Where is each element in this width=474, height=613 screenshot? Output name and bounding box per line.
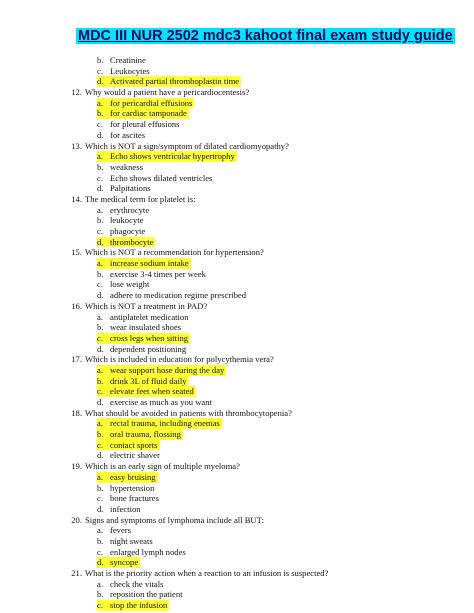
answer-text: weakness [110,161,143,172]
answer-line-highlighted [0,386,474,397]
answer-line-highlighted [0,472,474,483]
answer-line [0,55,474,66]
answer-text: contact sports [110,439,158,450]
question-line [0,461,474,472]
answer-letter: c. [97,546,103,557]
answer-letter: b. [97,322,104,333]
answer-letter: b. [97,268,104,279]
answer-letter: c. [97,333,110,344]
answer-line [0,119,474,130]
answer-text: hypertension [110,482,155,493]
answer-line [0,483,474,494]
answer-text: oral trauma, flossing [110,429,181,440]
question-line [0,354,474,365]
answer-text: for pericardial effusions [110,97,193,108]
answer-text: Activated partial thromboplastin time [110,76,240,87]
question-text: What is the priority action when a reaction to an infusion is suspected? [85,568,329,578]
question-line [0,141,474,152]
answer-line [0,226,474,237]
question-number: 15. [71,247,82,258]
answer-text: dependent positioning [110,343,187,354]
answer-line [0,279,474,290]
question-text: Why would a patient have a pericardiocentesis? [85,87,250,98]
question-line [0,87,474,98]
answer-text: antiplatelet medication [110,311,189,322]
answer-letter: c. [97,440,110,451]
question-number: 14. [71,193,82,204]
question-text: Which is NOT a recommendation for hypertension? [85,247,264,258]
answer-text: elevate feet when seated [110,386,194,397]
answer-letter: d. [97,557,110,568]
answer-text: thrombocyte [110,236,154,247]
answer-letter: b. [97,589,104,600]
answer-letter: d. [97,76,110,87]
answer-letter: b. [97,376,110,387]
answer-letter: b. [97,535,104,546]
answer-line [0,397,474,408]
question-text: Which is included in education for polycythemia vera? [85,354,274,365]
question-number: 20. [71,514,82,525]
answer-line-highlighted [0,108,474,119]
answer-line-highlighted [0,418,474,429]
answer-text: drink 3L of fluid daily [110,375,187,386]
answer-line [0,525,474,536]
answer-text: enlarged lymph nodes [110,546,186,557]
answer-letter: a. [97,418,110,429]
answer-line-highlighted [0,98,474,109]
question-number: 17. [71,354,82,365]
answer-line-highlighted [0,376,474,387]
answer-text: increase sodium intake [110,258,189,269]
answer-text: cross legs when sitting [110,332,189,343]
answer-letter: d. [97,450,104,461]
answer-line-highlighted [0,557,474,568]
answer-text: erythrocyte [110,204,150,215]
answer-text: electric shaver [110,450,160,461]
answer-letter: b. [97,108,110,119]
question-number: 12. [71,87,82,98]
question-number: 13. [71,140,82,151]
question-list [0,55,474,611]
answer-text: reposition the patient [110,589,183,600]
answer-letter: b. [97,482,104,493]
answer-line [0,173,474,184]
answer-letter: a. [97,472,110,483]
answer-letter: a. [97,151,110,162]
answer-line [0,290,474,301]
answer-letter: c. [97,119,103,130]
answer-letter: c. [97,279,103,290]
answer-line-highlighted [0,600,474,611]
answer-text: leukocyte [110,215,144,226]
question-number: 16. [71,300,82,311]
answer-line [0,269,474,280]
answer-line-highlighted [0,237,474,248]
answer-letter: d. [97,397,104,407]
answer-letter: c. [97,65,103,76]
answer-line-highlighted [0,365,474,376]
answer-letter: a. [97,258,110,269]
question-line [0,247,474,258]
answer-letter: a. [97,311,103,322]
answer-line [0,162,474,173]
answer-line [0,579,474,590]
answer-text: Creatinine [110,55,146,65]
answer-text: wear support hose during the day [110,364,225,375]
answer-line [0,344,474,355]
answer-letter: d. [97,237,110,248]
answer-line-highlighted [0,429,474,440]
answer-text: bone fractures [110,493,159,504]
answer-line [0,589,474,600]
answer-letter: c. [97,386,110,397]
answer-letter: d. [97,343,104,354]
answer-text: Leukocytes [110,65,150,76]
answer-text: for ascites [110,129,146,140]
answer-line [0,66,474,77]
answer-line [0,205,474,216]
answer-letter: b. [97,55,104,65]
answer-line-highlighted [0,333,474,344]
answer-letter: c. [97,172,103,183]
question-text: Which is an early sign of multiple myeloma? [85,461,240,472]
answer-letter: a. [97,204,103,215]
answer-text: phagocyte [110,226,146,236]
answer-line [0,312,474,323]
answer-line [0,322,474,333]
answer-text: night sweats [110,535,153,546]
answer-letter: c. [97,600,110,611]
answer-text: lose weight [110,279,150,290]
answer-letter: a. [97,365,110,376]
answer-text: exercise as much as you want [110,397,212,407]
question-number: 19. [71,461,82,472]
answer-letter: c. [97,493,103,504]
answer-letter: a. [97,98,110,109]
answer-text: Echo shows ventricular hypertrophy [110,151,235,162]
answer-letter: d. [97,503,104,514]
answer-letter: a. [97,578,103,589]
answer-line [0,130,474,141]
question-text: Signs and symptoms of lymphoma include all BUT: [85,514,264,525]
answer-line-highlighted [0,440,474,451]
document-title [76,27,453,45]
answer-letter: c. [97,226,103,236]
question-text: The medical term for platelet is: [85,193,196,204]
answer-line-highlighted [0,76,474,87]
question-line [0,515,474,526]
answer-text: wear insulated shoes [110,322,182,333]
question-line [0,568,474,579]
answer-letter: a. [97,525,103,536]
answer-text: fevers [110,525,131,536]
answer-line [0,536,474,547]
question-number: 21. [71,568,82,578]
answer-line [0,450,474,461]
answer-letter: b. [97,161,104,172]
answer-text: for pleural effusions [110,119,180,130]
answer-text: check the vitals [110,578,164,589]
question-number: 18. [71,407,82,418]
answer-line [0,504,474,515]
question-text: What should be avoided in patients with thrombocytopenia? [85,407,292,418]
answer-text: infection [110,503,141,514]
answer-text: syncope [110,557,139,568]
answer-line-highlighted [0,151,474,162]
answer-letter: d. [97,290,104,301]
answer-text: adhere to medication regime prescribed [110,290,247,301]
answer-letter: d. [97,129,104,140]
answer-text: exercise 3-4 times per week [110,268,206,279]
question-line [0,301,474,312]
answer-text: easy bruising [110,471,156,482]
answer-line [0,215,474,226]
answer-text: stop the infusion [110,600,168,611]
answer-text: Palpitations [110,183,151,194]
answer-letter: b. [97,215,104,226]
answer-letter: b. [97,429,110,440]
answer-line-highlighted [0,258,474,269]
answer-line [0,493,474,504]
answer-text: rectal trauma, including enemas [110,418,220,429]
question-text: Which is NOT a treatment in PAD? [85,300,208,311]
answer-text: for cardiac tamponade [110,108,187,119]
answer-text: Echo shows dilated ventricles [110,172,213,183]
answer-letter: d. [97,183,104,194]
document-title-text: MDC III NUR 2502 mdc3 kahoot final exam study guide [78,28,453,44]
answer-line [0,183,474,194]
question-text: Which is NOT a sign/symptom of dilated cardiomyopathy? [85,140,289,151]
answer-line [0,547,474,558]
question-line [0,194,474,205]
question-line [0,408,474,419]
